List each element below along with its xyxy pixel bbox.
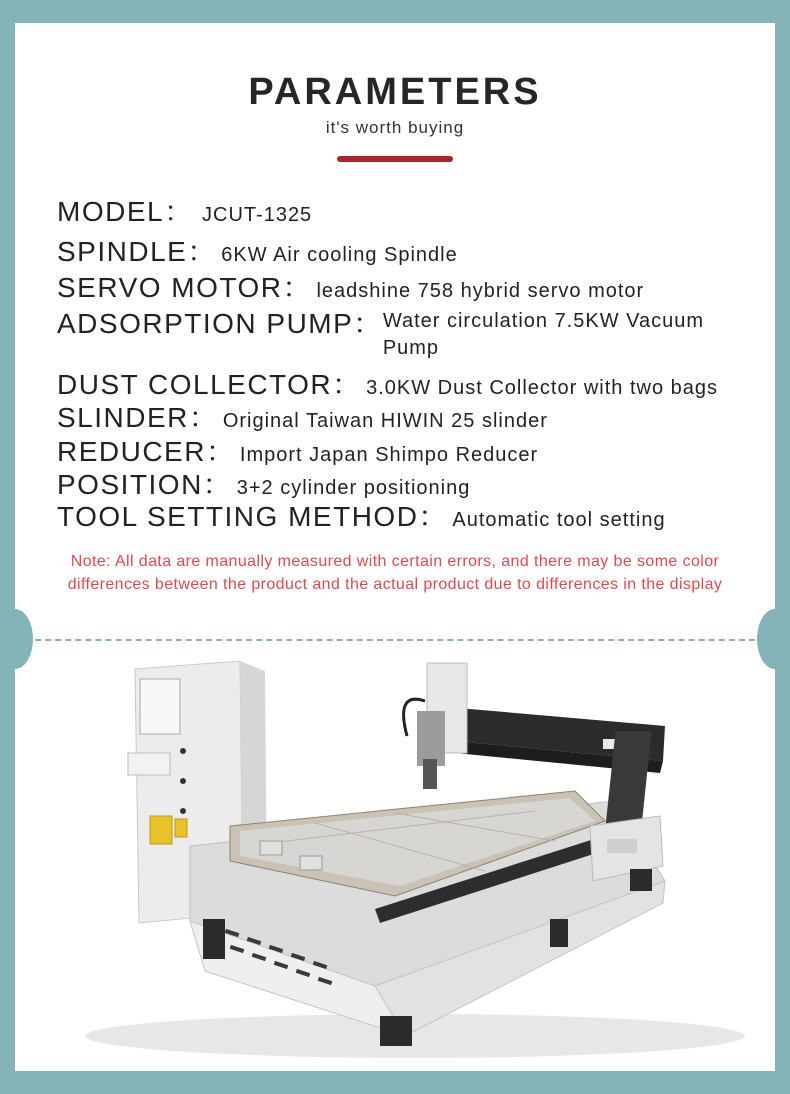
spec-label: ADSORPTION PUMP： [57, 308, 383, 339]
spec-label: DUST COLLECTOR： [57, 369, 362, 400]
spec-model [57, 190, 769, 230]
spec-label: POSITION： [57, 469, 233, 500]
spec-value: leadshine 758 hybrid servo motor [316, 280, 645, 302]
spec-label: TOOL SETTING METHOD： [57, 501, 448, 532]
spec-value: Automatic tool setting [452, 509, 666, 531]
disclaimer-note: Note: All data are manually measured with certain errors, and there may be some color differences between the product and the actual product due to differences in the display [67, 553, 723, 593]
page-title: PARAMETERS [248, 71, 542, 113]
spec-value: Original Taiwan HIWIN 25 slinder [222, 410, 548, 432]
spec-value: 3+2 cylinder positioning [236, 477, 471, 499]
spec-value: 6KW Air cooling Spindle [221, 244, 458, 266]
spec-label: REDUCER： [57, 436, 236, 467]
spec-value: 3.0KW Dust Collector with two bags [366, 377, 718, 399]
page-subtitle: it's worth buying [325, 118, 465, 137]
spec-spindle [57, 230, 769, 270]
spec-tool-setting-method [57, 495, 769, 535]
spec-label: MODEL： [57, 196, 194, 227]
spec-value: Import Japan Shimpo Reducer [239, 444, 539, 466]
spec-adsorption-pump [57, 302, 769, 362]
spec-label: SLINDER： [57, 402, 219, 433]
title-accent-bar [337, 156, 453, 162]
spec-servo-motor [57, 266, 769, 306]
cnc-router-photo [15, 641, 775, 1071]
spec-label: SERVO MOTOR： [57, 272, 313, 303]
spec-value: Water circulation 7.5KW Vacuum Pump [382, 310, 705, 359]
parameters-card [15, 23, 775, 1071]
spec-label: SPINDLE： [57, 236, 217, 267]
spec-value: JCUT-1325 [202, 204, 313, 226]
